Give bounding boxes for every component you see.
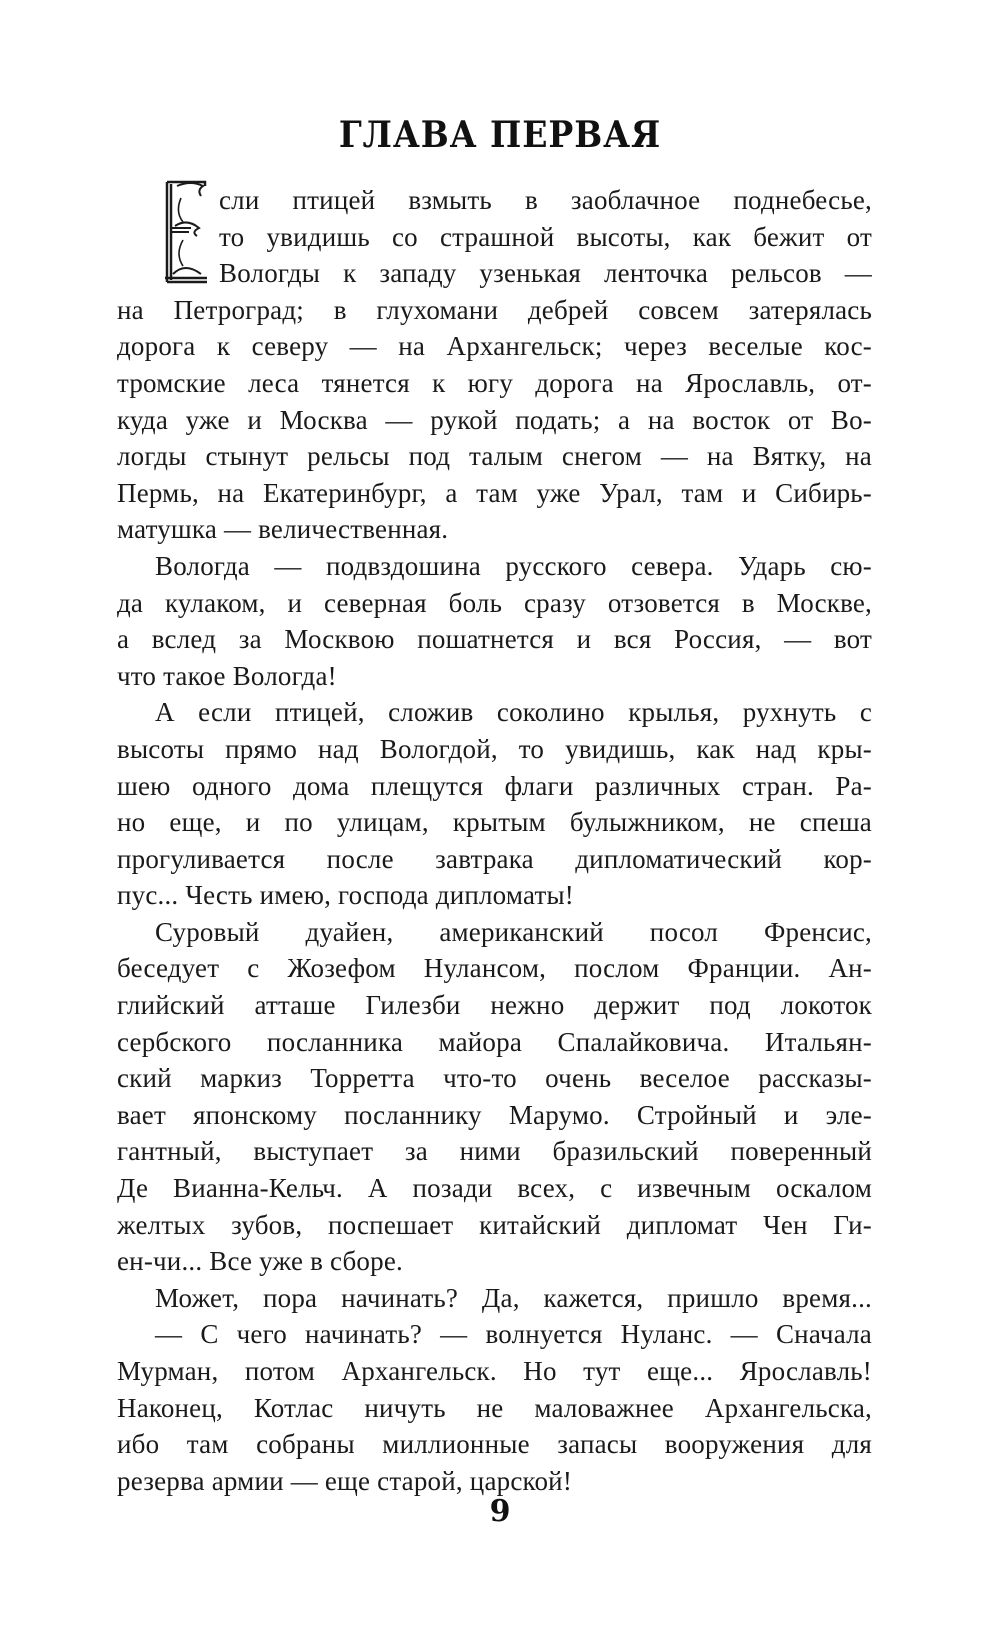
text-line: дорога к северу — на Архангельск; через веселые кос- <box>117 331 872 362</box>
text-line: сербского посланника майора Спалайковича. Итальян- <box>117 1026 872 1057</box>
text-line: но еще, и по улицам, крытым булыжником, не спеша <box>117 807 872 838</box>
text-line: на Петроград; в глухомани дебрей совсем затерялась <box>117 294 872 325</box>
text-line: Пермь, на Екатеринбург, а там уже Урал, там и Сибирь- <box>117 477 872 508</box>
text-line: прогуливается после завтрака дипломатический кор- <box>117 843 872 874</box>
text-line: пус... Честь имею, господа дипломаты! <box>117 880 574 911</box>
text-line: да кулаком, и северная боль сразу отзовется в Москве, <box>117 587 872 618</box>
text-line: Мурман, потом Архангельск. Но тут еще... Ярославль! <box>117 1356 872 1386</box>
text-line: высоты прямо над Вологдой, то увидишь, как над кры- <box>117 733 872 764</box>
text-line: Может, пора начинать? Да, кажется, пришло время... <box>155 1282 872 1313</box>
text-line: желтых зубов, поспешает китайский дипломат Чен Ги- <box>117 1209 872 1240</box>
text-line: Суровый дуайен, американский посол Френсис, <box>155 916 872 947</box>
text-line: — С чего начинать? — волнуется Нуланс. — Сначала <box>155 1319 872 1350</box>
text-line: а вслед за Москвою пошатнется и вся Россия, — вот <box>117 624 872 655</box>
text-line: Де Вианна-Кельч. А позади всех, с извечным оскалом <box>117 1173 872 1204</box>
text-line: матушка — величественная. <box>117 514 449 545</box>
text-line: логды стынут рельсы под талым снегом — на Вятку, на <box>117 441 872 472</box>
text-line: шею одного дома плещутся флаги различных стран. Ра- <box>117 770 872 801</box>
text-line: ен-чи... Все уже в сборе. <box>117 1246 403 1277</box>
text-line: А если птицей, сложив соколино крылья, рухнуть с <box>155 697 872 728</box>
page-number: 9 <box>489 1494 511 1529</box>
text-line: гантный, выступает за ними бразильский поверенный <box>117 1136 872 1167</box>
text-line: беседует с Жозефом Нулансом, послом Франции. Ан- <box>117 953 872 984</box>
text-line: вает японскому посланнику Марумо. Стройный и эле- <box>117 1099 872 1130</box>
text-line: сли птицей взмыть в заоблачное поднебесье, <box>219 185 872 215</box>
chapter-title: ГЛАВА ПЕРВАЯ <box>338 114 662 156</box>
text-line: то увидишь со страшной высоты, как бежит от <box>219 221 872 252</box>
text-line: тромские леса тянется к югу дорога на Ярославль, от- <box>117 367 872 398</box>
text-line: куда уже и Москва — рукой подать; а на восток от Во- <box>117 404 872 435</box>
body-text <box>117 182 872 1499</box>
text-line: резерва армии — еще старой, царской! <box>117 1465 573 1496</box>
text-line: Наконец, Котлас ничуть не маловажнее Архангельска, <box>117 1392 872 1423</box>
text-line: ский маркиз Торретта что-то очень веселое рассказы- <box>117 1063 872 1094</box>
text-line: ибо там собраны миллионные запасы вооружения для <box>117 1429 872 1460</box>
text-line: глийский атташе Гилезби нежно держит под локоток <box>117 990 872 1021</box>
text-line: Вологды к западу узенькая ленточка рельсов — <box>219 258 872 289</box>
text-line: что такое Вологда! <box>117 660 337 691</box>
text-line: Вологда — подвздошина русского севера. Ударь сю- <box>155 550 872 581</box>
